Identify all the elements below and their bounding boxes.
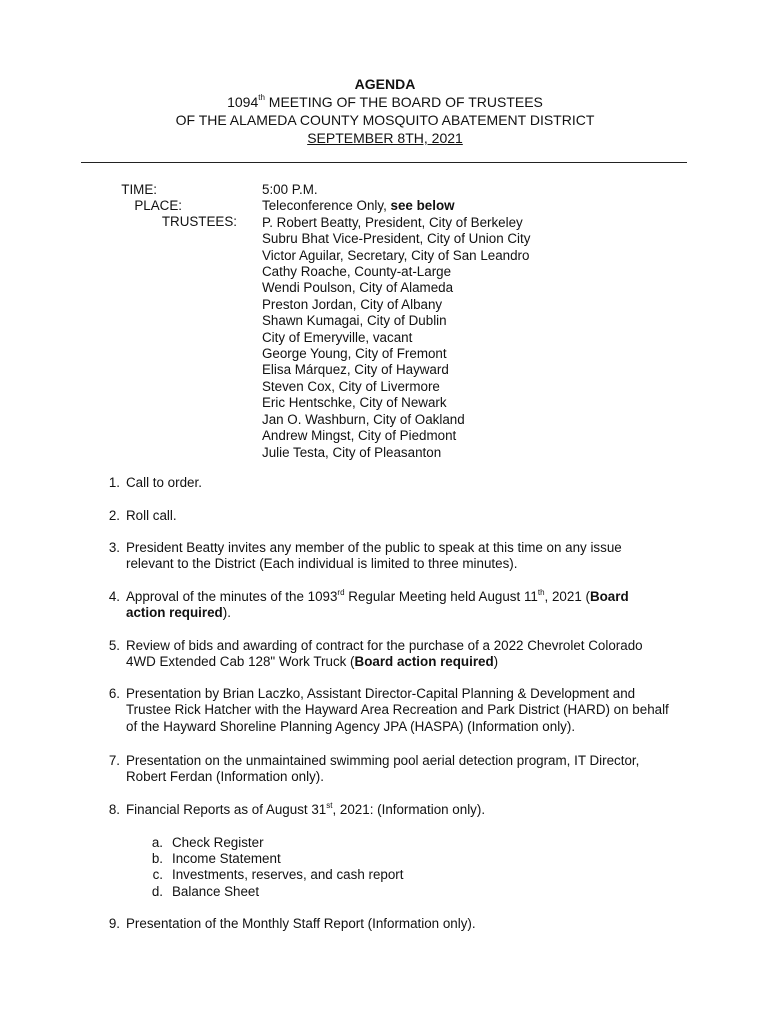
sub-item-text: Investments, reserves, and cash report	[172, 867, 404, 882]
item-number: 8.	[108, 802, 120, 817]
item-text: Review of bids and awarding of contract for the purchase of a 2022 Chevrolet Colorado 4WD Extended Cab 128" Work Truck (Board action required)	[126, 638, 643, 670]
trustee-name: Elisa Márquez, City of Hayward	[262, 362, 449, 378]
district-name: OF THE ALAMEDA COUNTY MOSQUITO ABATEMENT DISTRICT	[175, 112, 595, 128]
meeting-info-values	[262, 182, 530, 461]
board-action-required: Board action required	[126, 589, 629, 621]
item-number: 2.	[108, 508, 120, 523]
item-number: 4.	[108, 589, 120, 604]
sub-item-letter: c.	[152, 867, 163, 882]
trustee-name: Victor Aguilar, Secretary, City of San Leandro	[262, 247, 530, 263]
sub-item-text: Balance Sheet	[172, 884, 260, 899]
item-number: 5.	[108, 638, 120, 653]
item-text: Presentation of the Monthly Staff Report (Information only).	[126, 916, 476, 931]
meeting-title	[0, 93, 770, 111]
trustee-name: Steven Cox, City of Livermore	[262, 378, 440, 394]
meeting-title-rest: MEETING OF THE BOARD OF TRUSTEES	[264, 94, 543, 110]
sub-item-text: Income Statement	[172, 851, 281, 866]
trustee-name: Subru Bhat Vice-President, City of Union City	[262, 231, 531, 247]
item-text: Presentation by Brian Laczko, Assistant Director-Capital Planning & Development and Trustee Rick Hatcher with the Hayward Area Recreation and Park District (HARD) on behalf of the Hayward Shoreline Planning Agency JPA (HASPA) (Information only).	[126, 686, 669, 734]
sub-item-text: Check Register	[172, 835, 264, 850]
item-number: 3.	[108, 540, 120, 555]
item-number: 7.	[108, 753, 120, 768]
trustee-name: Andrew Mingst, City of Piedmont	[262, 428, 457, 444]
board-action-required: Board action required	[354, 654, 494, 670]
item-text: President Beatty invites any member of the public to speak at this time on any issue relevant to the District (Each individual is limited to three minutes).	[126, 540, 622, 572]
place-label: PLACE:	[134, 198, 182, 213]
trustee-name: Julie Testa, City of Pleasanton	[262, 444, 442, 460]
meeting-number: 1094	[227, 94, 259, 110]
meeting-number-suffix: th	[258, 93, 265, 103]
trustee-name: Preston Jordan, City of Albany	[262, 296, 443, 312]
item-number: 1.	[108, 475, 120, 490]
sub-item-letter: d.	[151, 884, 163, 899]
item-number: 9.	[108, 916, 120, 931]
trustee-name: George Young, City of Fremont	[262, 346, 447, 362]
item-text: Approval of the minutes of the 1093rd Regular Meeting held August 11th, 2021 (Board action required).	[126, 587, 629, 621]
trustee-name: Eric Hentschke, City of Newark	[262, 395, 447, 411]
trustees-label: TRUSTEES:	[161, 214, 237, 229]
item-number: 6.	[108, 686, 120, 701]
time-label: TIME:	[121, 182, 157, 197]
sub-item-letter: a.	[151, 835, 163, 850]
meeting-date: SEPTEMBER 8TH, 2021	[307, 130, 463, 146]
item-text: Call to order.	[126, 475, 202, 490]
trustee-name: P. Robert Beatty, President, City of Berkeley	[262, 214, 523, 230]
item-text: Roll call.	[126, 508, 177, 523]
trustee-name: Shawn Kumagai, City of Dublin	[262, 313, 447, 329]
place-value: Teleconference Only, see below	[262, 198, 455, 214]
trustee-name: City of Emeryville, vacant	[262, 329, 413, 345]
agenda-header	[0, 75, 770, 147]
trustee-name: Cathy Roache, County-at-Large	[262, 264, 452, 280]
header-divider	[81, 162, 687, 163]
place-see-below: see below	[390, 198, 455, 214]
agenda-title: AGENDA	[354, 76, 416, 92]
sub-item-letter: b.	[151, 851, 163, 866]
trustee-name: Jan O. Washburn, City of Oakland	[262, 411, 465, 427]
item-text: Presentation on the unmaintained swimming pool aerial detection program, IT Director, Robert Ferdan (Information only).	[126, 753, 640, 785]
trustee-name: Wendi Poulson, City of Alameda	[262, 280, 454, 296]
time-value: 5:00 P.M.	[262, 182, 318, 197]
item-text: Financial Reports as of August 31st, 2021: (Information only).	[126, 800, 486, 817]
